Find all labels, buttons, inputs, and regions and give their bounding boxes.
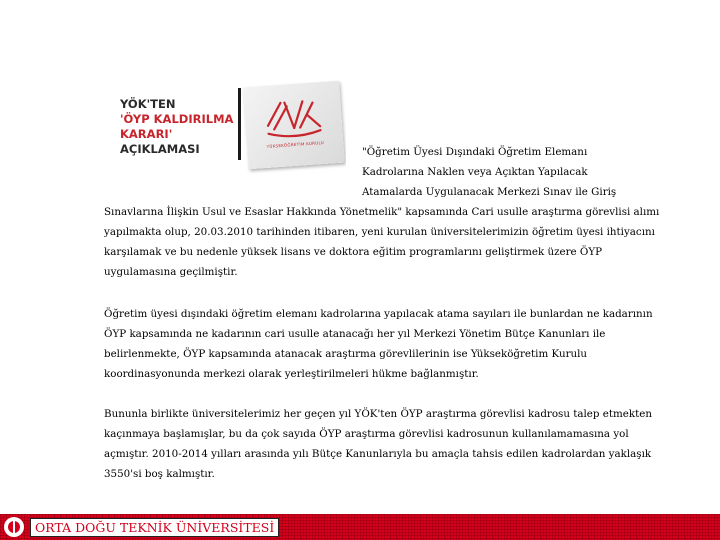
headline-line-3: KARARI' xyxy=(120,127,173,141)
text-line-top-2: Kadrolarına Naklen veya Açıktan Yapılacak xyxy=(362,166,588,178)
text-line-top-3: Atamalarda Uygulanacak Merkezi Sınav ile Giriş xyxy=(362,186,617,198)
text-line: yapılmakta olup, 20.03.2010 tarihinden itibaren, yeni kurulan üniversitelerimizin öğretim üyesi ihtiyacını xyxy=(104,226,655,238)
headline-line-4: AÇIKLAMASI xyxy=(120,142,200,156)
text-line: açmıştır. 2010-2014 yılları arasında yılı Bütçe Kanunlarıyla bu amaçla tahsis edilen kadrolardan yaklaşık xyxy=(104,448,652,460)
footer-title: ORTA DOĞU TEKNİK ÜNİVERSİTESİ xyxy=(30,518,279,537)
text-line: Öğretim üyesi dışındaki öğretim elemanı kadrolarına yapılacak atama sayıları ile bunlardan ne kadarının xyxy=(104,308,653,320)
image-headline xyxy=(120,97,233,157)
metu-logo-icon xyxy=(4,517,24,537)
footer-bar xyxy=(0,514,720,540)
yok-logo-icon xyxy=(262,92,325,144)
yok-logo-caption: YÜKSEKÖĞRETİM KURULU xyxy=(266,139,325,149)
image-divider xyxy=(238,88,241,160)
article-header-image xyxy=(96,72,346,182)
text-line-top-1: "Öğretim Üyesi Dışındaki Öğretim Elemanı xyxy=(362,146,588,158)
text-line: karşılamak ve bu nedenle yüksek lisans ve doktora eğitim programlarını geliştirmek üzere ÖYP xyxy=(104,246,603,258)
text-line: kaçınmaya başlamışlar, bu da çok sayıda ÖYP araştırma görevlisi kadrosunun kullanılamamasına yol xyxy=(104,428,629,440)
text-line: ÖYP kapsamında ne kadarının cari usulle atanacağı her yıl Merkezi Yönetim Bütçe Kanunları ile xyxy=(104,328,606,340)
headline-line-2: 'ÖYP KALDIRILMA xyxy=(120,112,234,126)
yok-logo-paper xyxy=(243,81,344,169)
text-line: belirlenmekte, ÖYP kapsamında atanacak araştırma görevlilerinin ise Yükseköğretim Kurulu xyxy=(104,348,588,360)
text-line: Bununla birlikte üniversitelerimiz her geçen yıl YÖK'ten ÖYP araştırma görevlisi kadrosu talep etmekten xyxy=(104,408,652,420)
text-line: 3550'si boş kalmıştır. xyxy=(104,468,215,480)
text-line: koordinasyonunda merkezi olarak yerleştirilmeleri hükme bağlanmıştır. xyxy=(104,368,479,380)
text-line: uygulamasına geçilmiştir. xyxy=(104,266,238,278)
headline-line-1: YÖK'TEN xyxy=(120,97,176,111)
text-line: Sınavlarına İlişkin Usul ve Esaslar Hakkında Yönetmelik" kapsamında Cari usulle araştırma görevlisi alımı xyxy=(104,206,660,218)
